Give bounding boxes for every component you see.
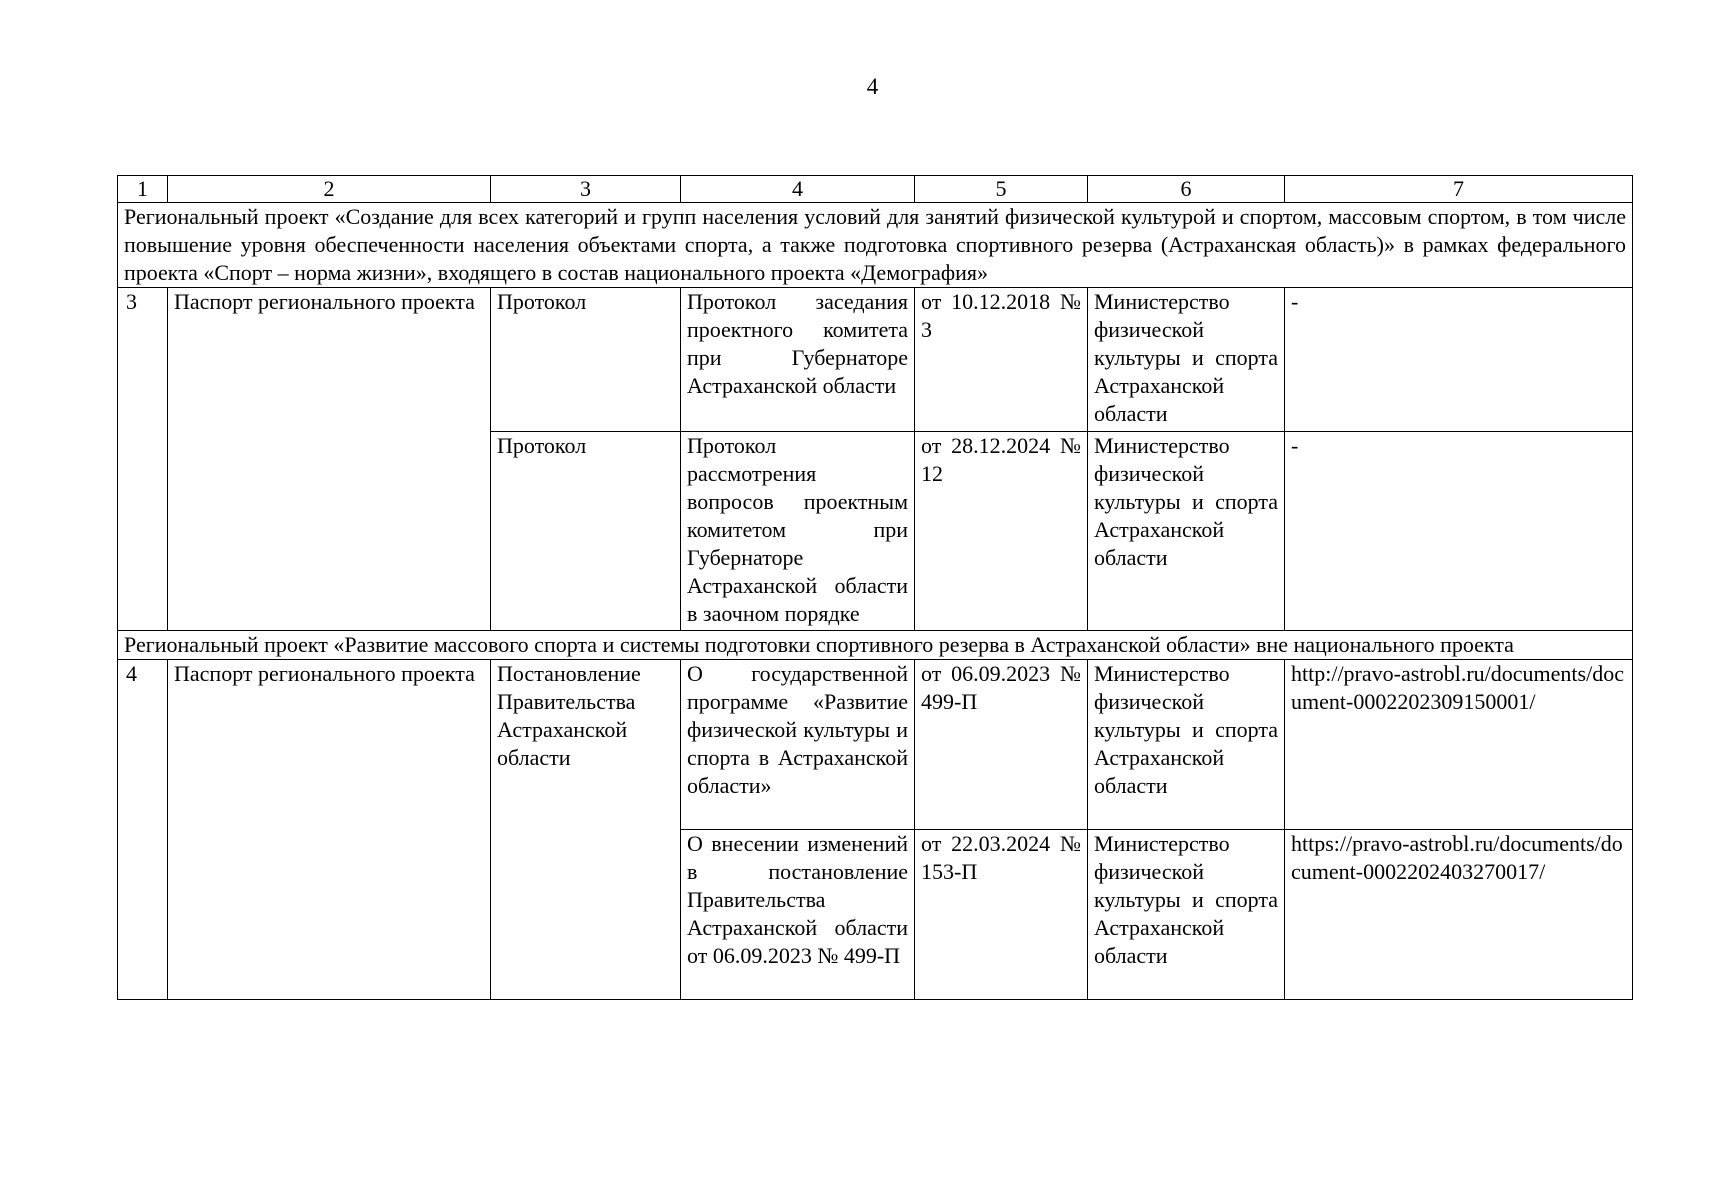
table-row	[118, 660, 1633, 830]
doc-title-cell: О внесении изменений в постановление Правительства Астраханской области от 06.09.2023 № 499-П	[681, 830, 915, 1000]
doc-org-cell: Министерство физической культуры и спорта Астраханской области	[1088, 830, 1285, 1000]
doc-date-cell: от 06.09.2023 № 499-П	[915, 660, 1088, 830]
column-header: 1	[118, 176, 168, 203]
doc-link-cell[interactable]: https://pravo-astrobl.ru/documents/document-0002202403270017/	[1285, 830, 1633, 1000]
column-header: 3	[491, 176, 681, 203]
doc-link-cell[interactable]: http://pravo-astrobl.ru/documents/document-0002202309150001/	[1285, 660, 1633, 830]
doc-org-cell: Министерство физической культуры и спорта Астраханской области	[1088, 288, 1285, 432]
doc-date-cell: от 10.12.2018 № 3	[915, 288, 1088, 432]
doc-type-cell: Протокол	[491, 432, 681, 631]
doc-title-cell: Протокол рассмотрения вопросов проектным комитетом при Губернаторе Астраханской области в заочном порядке	[681, 432, 915, 631]
doc-type-cell: Протокол	[491, 288, 681, 432]
doc-title-cell: Протокол заседания проектного комитета при Губернаторе Астраханской области	[681, 288, 915, 432]
section-row	[118, 203, 1633, 288]
table-row	[118, 288, 1633, 432]
doc-org-cell: Министерство физической культуры и спорта Астраханской области	[1088, 660, 1285, 830]
column-header: 6	[1088, 176, 1285, 203]
doc-type-cell: Постановление Правительства Астраханской области	[491, 660, 681, 1000]
column-header: 5	[915, 176, 1088, 203]
doc-link-cell: -	[1285, 432, 1633, 631]
column-header: 2	[168, 176, 491, 203]
row-number: 4	[118, 660, 168, 1000]
doc-date-cell: от 28.12.2024 № 12	[915, 432, 1088, 631]
documents-table	[117, 175, 1633, 1000]
doc-link-cell: -	[1285, 288, 1633, 432]
row-name: Паспорт регионального проекта	[168, 288, 491, 631]
column-header-row	[118, 176, 1633, 203]
section-title: Региональный проект «Развитие массового спорта и системы подготовки спортивного резерва в Астраханской области» вне национального проекта	[118, 631, 1633, 660]
doc-date-cell: от 22.03.2024 № 153-П	[915, 830, 1088, 1000]
column-header: 4	[681, 176, 915, 203]
column-header: 7	[1285, 176, 1633, 203]
page-number: 4	[866, 74, 879, 99]
row-number: 3	[118, 288, 168, 631]
doc-org-cell: Министерство физической культуры и спорта Астраханской области	[1088, 432, 1285, 631]
row-name: Паспорт регионального проекта	[168, 660, 491, 1000]
section-row	[118, 631, 1633, 660]
section-title: Региональный проект «Создание для всех категорий и групп населения условий для занятий физической культурой и спортом, массовым спортом, в том числе повышение уровня обеспеченности населения объектами спорта, а также подготовка спортивного резерва (Астраханская область)» в рамках федерального проекта «Спорт – норма жизни», входящего в состав национального проекта «Демография»	[118, 203, 1633, 288]
doc-title-cell: О государственной программе «Развитие физической культуры и спорта в Астраханской области»	[681, 660, 915, 830]
